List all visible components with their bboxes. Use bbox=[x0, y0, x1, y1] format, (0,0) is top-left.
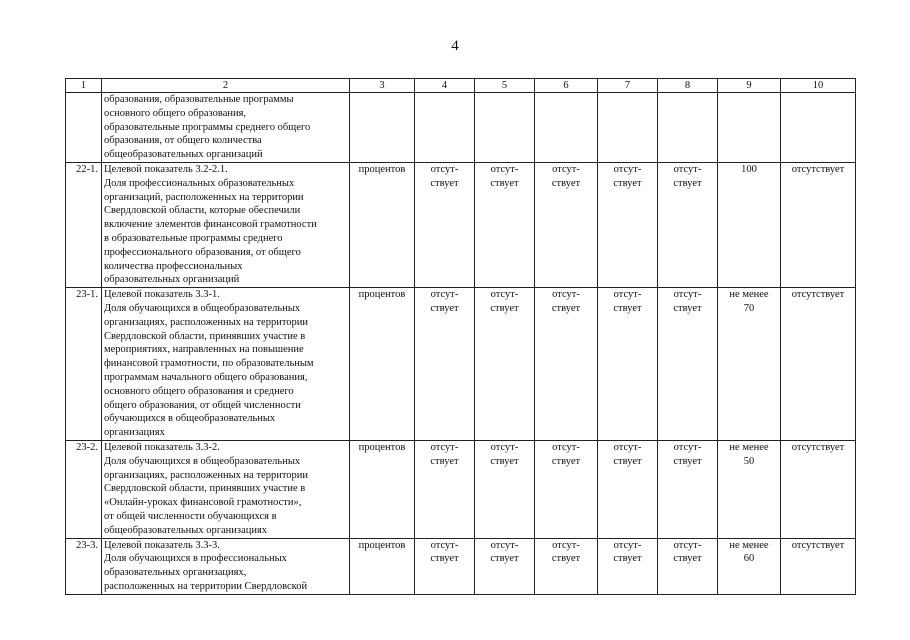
value-cell-9 bbox=[718, 288, 781, 441]
value-line: 60 bbox=[743, 553, 755, 565]
column-header: 10 bbox=[781, 79, 856, 93]
unit-cell: процентов bbox=[350, 538, 415, 594]
value-line: ствует bbox=[613, 455, 642, 467]
description-line: количества профессиональных bbox=[104, 260, 243, 272]
value-line: отсут- bbox=[673, 441, 702, 453]
value-line: отсут- bbox=[490, 539, 519, 551]
empty-cell bbox=[658, 93, 718, 163]
value-line: ствует bbox=[613, 302, 642, 314]
value-cell-10: отсутствует bbox=[781, 440, 856, 538]
description-line: общеобразовательных организациях bbox=[104, 524, 268, 536]
description-line: от общей численности обучающихся в bbox=[104, 510, 277, 522]
empty-cell bbox=[718, 93, 781, 163]
value-cell-6 bbox=[535, 288, 598, 441]
value-line: не менее bbox=[729, 289, 769, 301]
indicators-table bbox=[65, 78, 856, 595]
value-cell-8 bbox=[658, 440, 718, 538]
value-line: отсут- bbox=[490, 163, 519, 175]
value-cell-4 bbox=[415, 538, 475, 594]
description-line: Доля обучающихся в общеобразовательных bbox=[104, 455, 301, 467]
description-line: образования, от общего количества bbox=[104, 135, 262, 147]
value-line: отсут- bbox=[430, 289, 459, 301]
value-line: отсут- bbox=[430, 163, 459, 175]
description-line: организациях, расположенных на территории bbox=[104, 316, 309, 328]
value-cell-6 bbox=[535, 440, 598, 538]
value-line: 100 bbox=[741, 163, 757, 175]
value-line: отсут- bbox=[673, 289, 702, 301]
description-line: организациях, расположенных на территории bbox=[104, 469, 309, 481]
value-line: 70 bbox=[743, 302, 755, 314]
column-header: 9 bbox=[718, 79, 781, 93]
value-cell-7 bbox=[598, 440, 658, 538]
value-line: отсут- bbox=[552, 441, 580, 453]
table-row bbox=[66, 440, 856, 538]
value-cell-9 bbox=[718, 162, 781, 287]
description-line: Доля профессиональных образовательных bbox=[104, 177, 295, 189]
description-line: Целевой показатель 3.3-1. bbox=[104, 289, 220, 301]
value-cell-4 bbox=[415, 288, 475, 441]
indicator-description bbox=[102, 288, 350, 441]
description-line: Целевой показатель 3.3-2. bbox=[104, 441, 220, 453]
value-line: ствует bbox=[430, 455, 459, 467]
value-cell-10: отсутствует bbox=[781, 288, 856, 441]
row-number-cell: 23-1. bbox=[66, 288, 102, 441]
empty-cell bbox=[781, 93, 856, 163]
value-line: ствует bbox=[551, 302, 581, 314]
page-number: 4 bbox=[451, 38, 459, 54]
value-cell-5 bbox=[475, 288, 535, 441]
column-header: 2 bbox=[102, 79, 350, 93]
value-line: отсут- bbox=[673, 163, 702, 175]
value-cell-7 bbox=[598, 162, 658, 287]
indicator-description bbox=[102, 162, 350, 287]
value-line: ствует bbox=[551, 455, 581, 467]
description-line: профессионального образования, от общего bbox=[104, 246, 301, 258]
value-line: отсут- bbox=[552, 539, 580, 551]
description-line: в образовательные программы среднего bbox=[104, 232, 283, 244]
description-line: обучающихся в общеобразовательных bbox=[104, 413, 276, 425]
value-cell-5 bbox=[475, 440, 535, 538]
unit-cell: процентов bbox=[350, 288, 415, 441]
indicator-description bbox=[102, 538, 350, 594]
description-line: общеобразовательных организаций bbox=[104, 149, 263, 161]
value-cell-5 bbox=[475, 538, 535, 594]
description-line: образовательные программы среднего общего bbox=[104, 121, 311, 133]
value-line: отсут- bbox=[613, 441, 642, 453]
value-line: отсут- bbox=[430, 539, 459, 551]
value-cell-4 bbox=[415, 440, 475, 538]
description-line: образовательных организациях, bbox=[104, 567, 247, 579]
value-cell-9 bbox=[718, 538, 781, 594]
column-header: 5 bbox=[475, 79, 535, 93]
empty-cell bbox=[350, 93, 415, 163]
value-line: ствует bbox=[490, 553, 519, 565]
value-line: ствует bbox=[673, 553, 702, 565]
value-cell-8 bbox=[658, 288, 718, 441]
indicator-description bbox=[102, 440, 350, 538]
row-number-cell bbox=[66, 93, 102, 163]
description-line: Доля обучающихся в общеобразовательных bbox=[104, 302, 301, 314]
value-line: отсут- bbox=[490, 441, 519, 453]
row-number-cell: 23-3. bbox=[66, 538, 102, 594]
value-line: ствует bbox=[490, 455, 519, 467]
value-line: ствует bbox=[430, 177, 459, 189]
unit-cell: процентов bbox=[350, 440, 415, 538]
value-line: отсут- bbox=[430, 441, 459, 453]
value-line: 50 bbox=[743, 455, 755, 467]
value-line: ствует bbox=[613, 177, 642, 189]
empty-cell bbox=[598, 93, 658, 163]
description-line: образования, образовательные программы bbox=[104, 94, 294, 105]
description-line: Свердловской области, принявших участие в bbox=[104, 330, 306, 342]
value-line: отсут- bbox=[673, 539, 702, 551]
value-cell-8 bbox=[658, 538, 718, 594]
table-row bbox=[66, 162, 856, 287]
description-line: общего образования, от общей численности bbox=[104, 399, 301, 411]
row-number-cell: 22-1. bbox=[66, 162, 102, 287]
column-header: 6 bbox=[535, 79, 598, 93]
value-line: ствует bbox=[673, 302, 702, 314]
value-cell-4 bbox=[415, 162, 475, 287]
value-line: ствует bbox=[551, 177, 581, 189]
value-cell-10: отсутствует bbox=[781, 538, 856, 594]
value-cell-6 bbox=[535, 162, 598, 287]
column-header: 4 bbox=[415, 79, 475, 93]
description-line: Свердловской области, принявших участие в bbox=[104, 483, 306, 495]
empty-cell bbox=[475, 93, 535, 163]
description-line: образовательных организаций bbox=[104, 274, 240, 286]
value-cell-9 bbox=[718, 440, 781, 538]
value-line: ствует bbox=[673, 455, 702, 467]
value-line: отсут- bbox=[552, 289, 580, 301]
row-number-cell: 23-2. bbox=[66, 440, 102, 538]
value-line: ствует bbox=[430, 302, 459, 314]
table-row bbox=[66, 288, 856, 441]
empty-cell bbox=[415, 93, 475, 163]
value-cell-8 bbox=[658, 162, 718, 287]
description-line: Свердловской области, которые обеспечили bbox=[104, 205, 301, 217]
value-line: отсут- bbox=[613, 163, 642, 175]
value-line: ствует bbox=[490, 177, 519, 189]
description-line: Доля обучающихся в профессиональных bbox=[104, 553, 287, 565]
value-line: ствует bbox=[490, 302, 519, 314]
value-line: не менее bbox=[729, 441, 769, 453]
description-line: основного общего образования и среднего bbox=[104, 385, 294, 397]
value-cell-6 bbox=[535, 538, 598, 594]
description-line: расположенных на территории Свердловской bbox=[104, 580, 308, 592]
description-line: «Онлайн-уроках финансовой грамотности», bbox=[104, 497, 302, 509]
value-line: отсут- bbox=[613, 539, 642, 551]
value-line: ствует bbox=[613, 553, 642, 565]
column-header: 8 bbox=[658, 79, 718, 93]
value-cell-7 bbox=[598, 538, 658, 594]
unit-cell: процентов bbox=[350, 162, 415, 287]
description-line: Целевой показатель 3.3-3. bbox=[104, 539, 220, 551]
description-line: мероприятиях, направленных на повышение bbox=[104, 344, 304, 356]
indicator-description bbox=[102, 93, 350, 163]
continuation-row bbox=[66, 93, 856, 163]
column-header: 1 bbox=[66, 79, 102, 93]
value-cell-10: отсутствует bbox=[781, 162, 856, 287]
description-line: программам начального общего образования, bbox=[104, 371, 308, 383]
description-line: организациях bbox=[104, 427, 165, 439]
description-line: Целевой показатель 3.2-2.1. bbox=[104, 163, 228, 175]
value-line: отсут- bbox=[490, 289, 519, 301]
column-header: 3 bbox=[350, 79, 415, 93]
empty-cell bbox=[535, 93, 598, 163]
value-cell-5 bbox=[475, 162, 535, 287]
value-line: ствует bbox=[430, 553, 459, 565]
table-row bbox=[66, 538, 856, 594]
value-line: ствует bbox=[551, 553, 581, 565]
value-line: отсут- bbox=[552, 163, 580, 175]
column-header: 7 bbox=[598, 79, 658, 93]
description-line: организаций, расположенных на территории bbox=[104, 191, 304, 203]
description-line: включение элементов финансовой грамотности bbox=[104, 219, 317, 231]
description-line: основного общего образования, bbox=[104, 107, 247, 119]
table-header-row bbox=[66, 79, 856, 93]
value-line: не менее bbox=[729, 539, 769, 551]
description-line: финансовой грамотности, по образовательным bbox=[104, 358, 314, 370]
value-cell-7 bbox=[598, 288, 658, 441]
value-line: ствует bbox=[673, 177, 702, 189]
value-line: отсут- bbox=[613, 289, 642, 301]
